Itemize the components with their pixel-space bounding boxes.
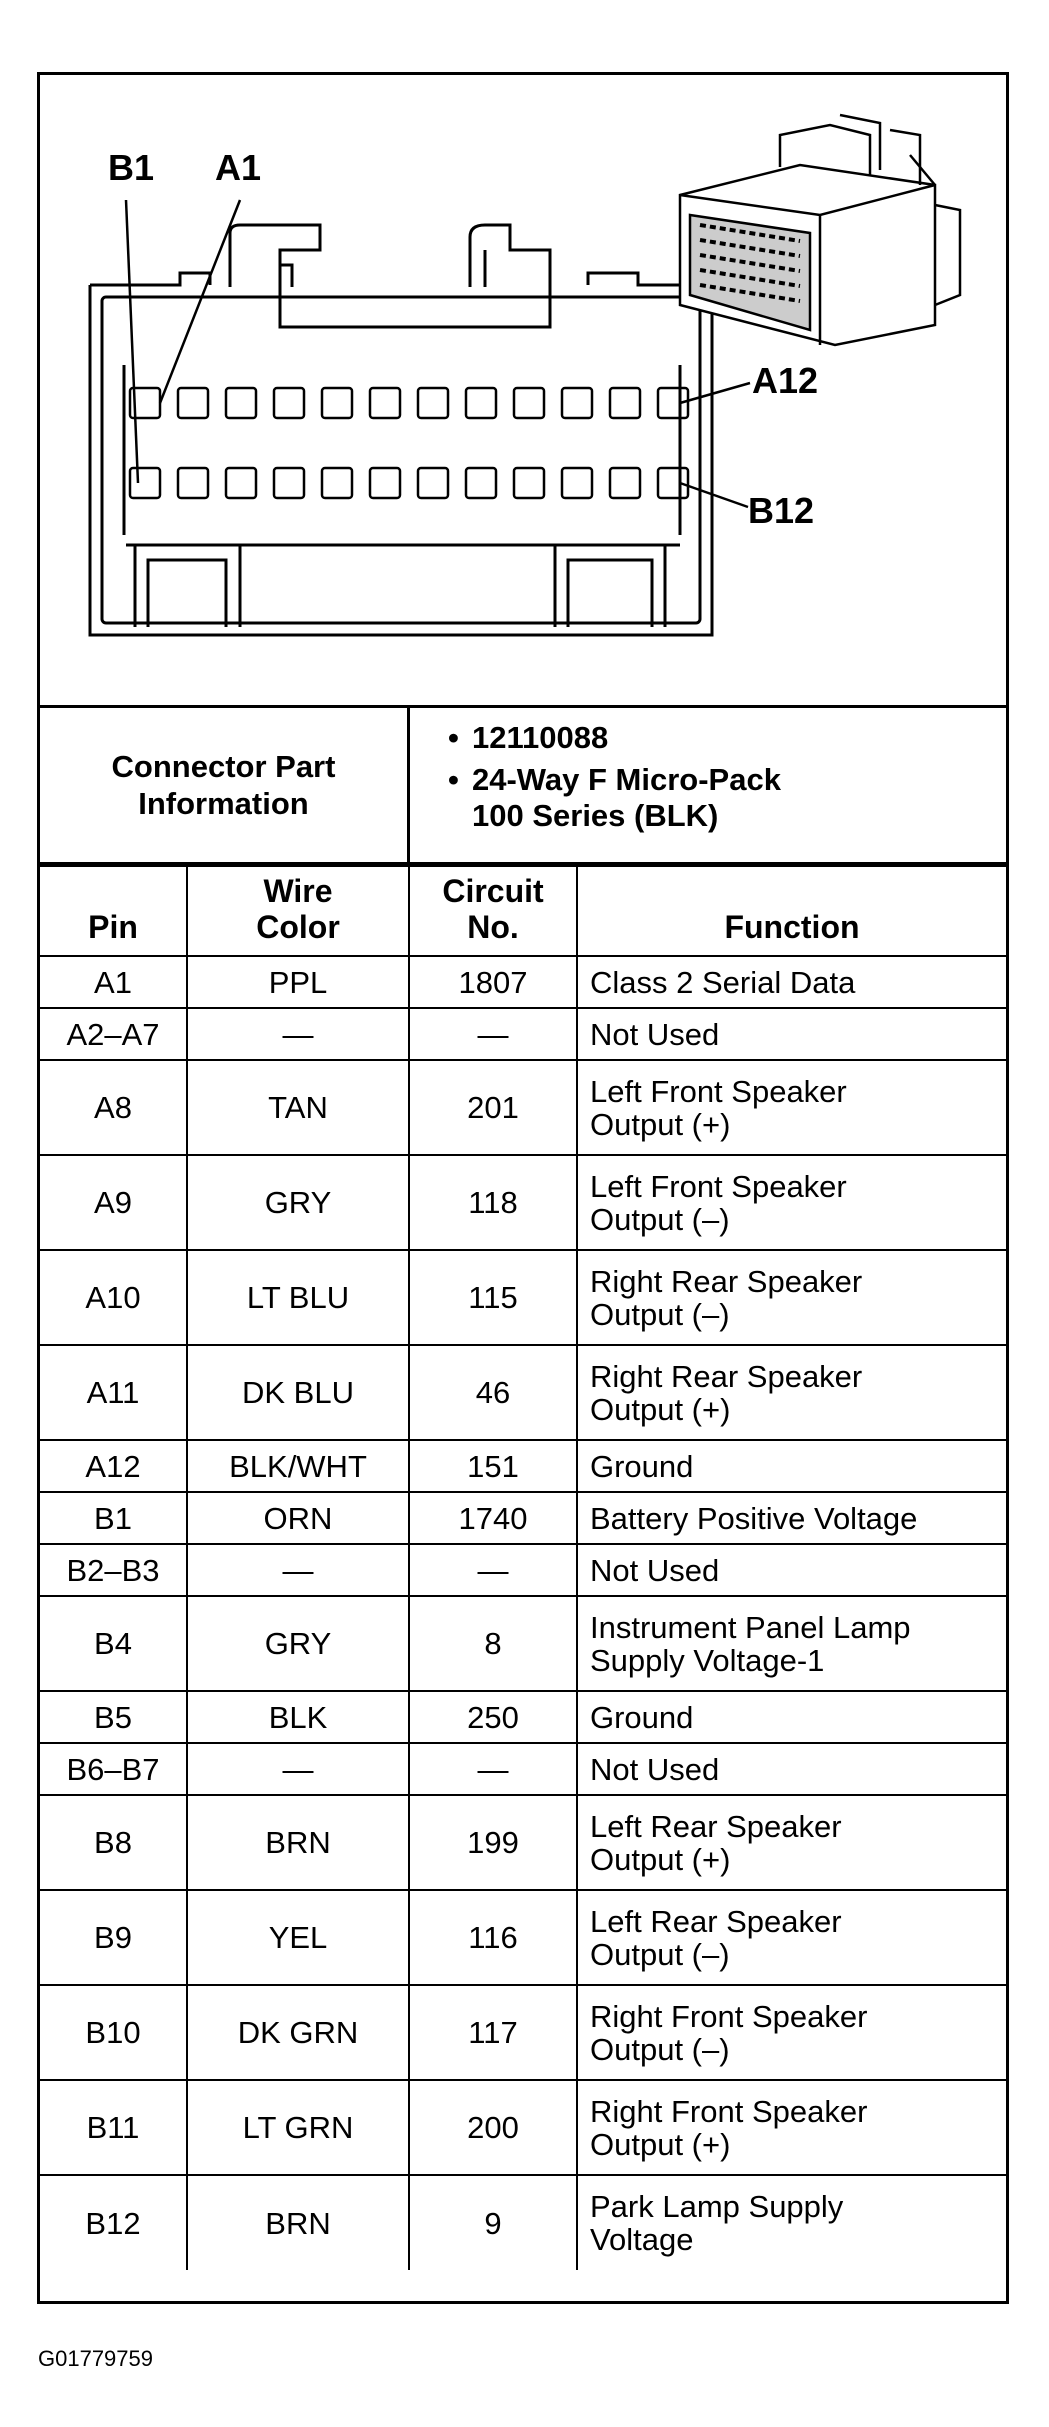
part-number: 12110088 <box>472 720 609 755</box>
cell-wire-color: DK GRN <box>187 1985 409 2080</box>
figure-id: G01779759 <box>38 2346 153 2371</box>
part-number-item <box>448 720 1006 756</box>
pin-cavity-a-5 <box>322 388 352 418</box>
table-row <box>40 1060 1006 1155</box>
pinout-frame <box>37 72 1009 2304</box>
cell-wire-color: LT GRN <box>187 2080 409 2175</box>
cell-pin: A8 <box>40 1060 187 1155</box>
cell-wire-color: ORN <box>187 1492 409 1544</box>
cell-wire-color: YEL <box>187 1890 409 1985</box>
connector-face-svg <box>40 75 1006 705</box>
cell-circuit-no: — <box>409 1008 577 1060</box>
pin-cavity-a-10 <box>562 388 592 418</box>
pin-cavity-b-3 <box>226 468 256 498</box>
cell-function: Right Rear Speaker Output (+) <box>577 1345 1006 1440</box>
label-a12: A12 <box>752 360 819 401</box>
cell-wire-color: TAN <box>187 1060 409 1155</box>
cell-pin: B12 <box>40 2175 187 2270</box>
cell-function: Ground <box>577 1691 1006 1743</box>
cell-pin: B1 <box>40 1492 187 1544</box>
pin-row-b <box>130 468 688 498</box>
pin-cavity-a-8 <box>466 388 496 418</box>
header-function: Function <box>577 866 1006 956</box>
cell-wire-color: — <box>187 1008 409 1060</box>
label-a1: A1 <box>215 147 262 188</box>
callout-line-b12 <box>680 483 748 507</box>
table-row <box>40 1596 1006 1691</box>
cell-wire-color: PPL <box>187 956 409 1008</box>
cell-pin: B10 <box>40 1985 187 2080</box>
cell-pin: B2–B3 <box>40 1544 187 1596</box>
pin-cavity-b-7 <box>418 468 448 498</box>
cell-circuit-no: 116 <box>409 1890 577 1985</box>
pin-table-body <box>40 956 1006 2270</box>
table-row <box>40 1155 1006 1250</box>
cell-circuit-no: 46 <box>409 1345 577 1440</box>
cell-wire-color: — <box>187 1544 409 1596</box>
table-row <box>40 1743 1006 1795</box>
pin-cavity-a-7 <box>418 388 448 418</box>
cell-wire-color: LT BLU <box>187 1250 409 1345</box>
pin-cavity-b-5 <box>322 468 352 498</box>
cell-wire-color: GRY <box>187 1155 409 1250</box>
cell-function: Left Rear Speaker Output (–) <box>577 1890 1006 1985</box>
cell-circuit-no: 201 <box>409 1060 577 1155</box>
cell-circuit-no: 250 <box>409 1691 577 1743</box>
cell-circuit-no: 115 <box>409 1250 577 1345</box>
description-item <box>448 762 1006 834</box>
cell-pin: B11 <box>40 2080 187 2175</box>
connector-part-info-label <box>40 708 410 862</box>
info-label-line2: Information <box>138 786 309 821</box>
pin-cavity-b-11 <box>610 468 640 498</box>
cell-pin: A12 <box>40 1440 187 1492</box>
pin-row-a <box>130 388 688 418</box>
cell-pin: A10 <box>40 1250 187 1345</box>
table-row <box>40 1985 1006 2080</box>
cell-wire-color: BRN <box>187 2175 409 2270</box>
table-row <box>40 2175 1006 2270</box>
header-pin: Pin <box>40 866 187 956</box>
cell-function: Not Used <box>577 1008 1006 1060</box>
cell-wire-color: BLK <box>187 1691 409 1743</box>
table-header-row <box>40 866 1006 956</box>
cell-function: Ground <box>577 1440 1006 1492</box>
cell-function: Right Front Speaker Output (+) <box>577 2080 1006 2175</box>
info-label-line1: Connector Part <box>111 749 336 784</box>
cell-circuit-no: 8 <box>409 1596 577 1691</box>
cell-circuit-no: 200 <box>409 2080 577 2175</box>
cell-wire-color: BLK/WHT <box>187 1440 409 1492</box>
table-row <box>40 1250 1006 1345</box>
cell-pin: A11 <box>40 1345 187 1440</box>
pin-cavity-a-4 <box>274 388 304 418</box>
cell-pin: A1 <box>40 956 187 1008</box>
table-row <box>40 1492 1006 1544</box>
connector-diagram <box>40 75 1006 705</box>
table-row <box>40 1008 1006 1060</box>
table-row <box>40 1795 1006 1890</box>
cell-circuit-no: 1807 <box>409 956 577 1008</box>
pin-cavity-b-10 <box>562 468 592 498</box>
cell-pin: B6–B7 <box>40 1743 187 1795</box>
cell-function: Not Used <box>577 1743 1006 1795</box>
cell-pin: A9 <box>40 1155 187 1250</box>
cell-pin: B9 <box>40 1890 187 1985</box>
table-row <box>40 956 1006 1008</box>
pin-cavity-a-2 <box>178 388 208 418</box>
callout-lines <box>126 200 750 507</box>
cell-circuit-no: — <box>409 1544 577 1596</box>
cell-pin: B5 <box>40 1691 187 1743</box>
header-wire-color: Wire Color <box>187 866 409 956</box>
cell-pin: B4 <box>40 1596 187 1691</box>
header-circuit-no: Circuit No. <box>409 866 577 956</box>
cell-function: Left Rear Speaker Output (+) <box>577 1795 1006 1890</box>
cell-function: Not Used <box>577 1544 1006 1596</box>
pin-cavity-a-11 <box>610 388 640 418</box>
table-row <box>40 1691 1006 1743</box>
pin-cavity-b-1 <box>130 468 160 498</box>
connector-body <box>90 225 712 635</box>
table-row <box>40 1544 1006 1596</box>
cell-wire-color: — <box>187 1743 409 1795</box>
cell-pin: B8 <box>40 1795 187 1890</box>
cell-pin: A2–A7 <box>40 1008 187 1060</box>
pin-cavity-a-3 <box>226 388 256 418</box>
pin-cavity-b-9 <box>514 468 544 498</box>
cell-function: Right Rear Speaker Output (–) <box>577 1250 1006 1345</box>
connector-3d-illustration <box>680 115 960 345</box>
cell-function: Left Front Speaker Output (+) <box>577 1060 1006 1155</box>
cell-function: Battery Positive Voltage <box>577 1492 1006 1544</box>
pin-cavity-a-6 <box>370 388 400 418</box>
cell-function: Class 2 Serial Data <box>577 956 1006 1008</box>
callout-line-a1 <box>160 200 240 403</box>
cell-circuit-no: 9 <box>409 2175 577 2270</box>
pin-cavity-b-2 <box>178 468 208 498</box>
pin-cavity-a-9 <box>514 388 544 418</box>
cell-function: Left Front Speaker Output (–) <box>577 1155 1006 1250</box>
pin-table <box>40 865 1006 2270</box>
table-row <box>40 1440 1006 1492</box>
cell-function: Instrument Panel Lamp Supply Voltage-1 <box>577 1596 1006 1691</box>
description-line1: 24-Way F Micro-Pack <box>472 762 781 797</box>
cell-circuit-no: 1740 <box>409 1492 577 1544</box>
cell-wire-color: BRN <box>187 1795 409 1890</box>
table-row <box>40 1890 1006 1985</box>
cell-circuit-no: 117 <box>409 1985 577 2080</box>
cell-wire-color: GRY <box>187 1596 409 1691</box>
connector-part-info-row <box>40 705 1006 865</box>
callout-line-a12 <box>680 383 750 403</box>
description-line2: 100 Series (BLK) <box>472 798 719 833</box>
cell-circuit-no: 199 <box>409 1795 577 1890</box>
cell-function: Park Lamp Supply Voltage <box>577 2175 1006 2270</box>
pin-cavity-b-6 <box>370 468 400 498</box>
table-row <box>40 2080 1006 2175</box>
cell-circuit-no: 118 <box>409 1155 577 1250</box>
label-b1: B1 <box>108 147 155 188</box>
cell-function: Right Front Speaker Output (–) <box>577 1985 1006 2080</box>
pin-cavity-b-8 <box>466 468 496 498</box>
cell-circuit-no: 151 <box>409 1440 577 1492</box>
cell-wire-color: DK BLU <box>187 1345 409 1440</box>
cell-circuit-no: — <box>409 1743 577 1795</box>
table-row <box>40 1345 1006 1440</box>
label-b12: B12 <box>748 490 815 531</box>
connector-part-info-list <box>410 708 1006 862</box>
pin-cavity-b-4 <box>274 468 304 498</box>
callout-line-b1 <box>126 200 138 483</box>
